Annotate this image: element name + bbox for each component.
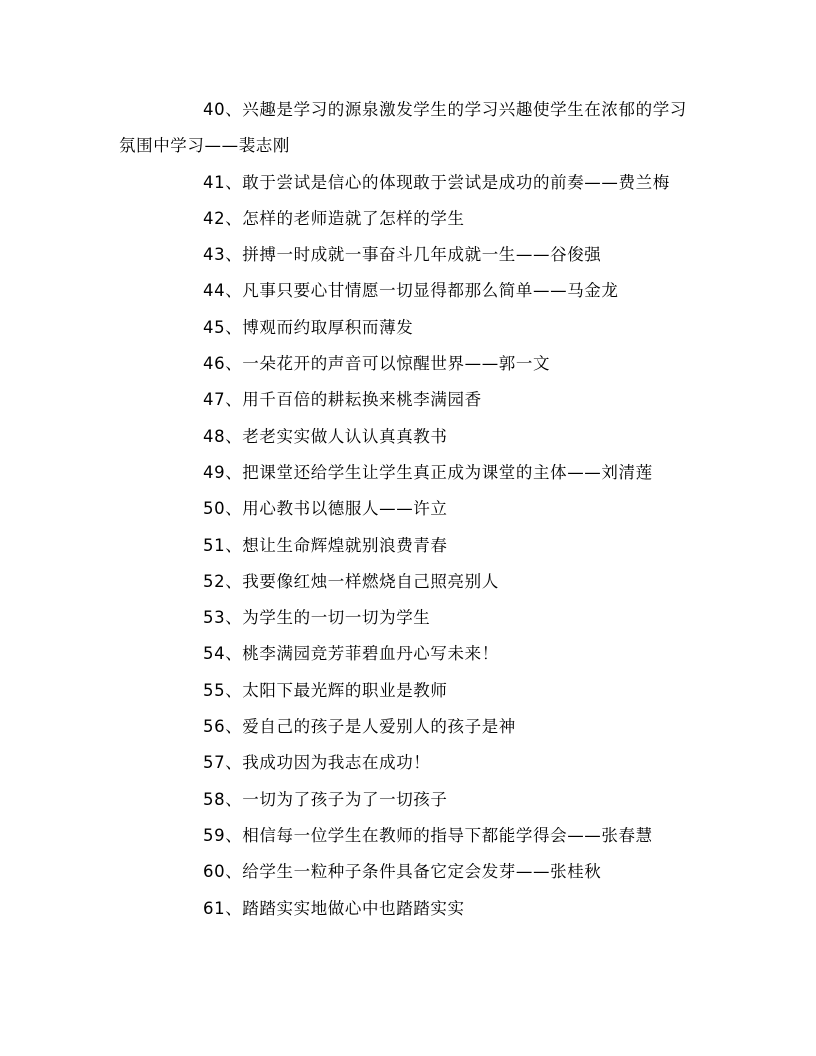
quote-item: 60、给学生一粒种子条件具备它定会发芽——张桂秋 (203, 862, 602, 882)
quote-item: 41、敢于尝试是信心的体现敢于尝试是成功的前奏——费兰梅 (203, 172, 670, 192)
quote-list (119, 92, 699, 927)
quote-item: 48、老老实实做人认认真真教书 (203, 426, 448, 446)
quote-item: 61、踏踏实实地做心中也踏踏实实 (203, 898, 465, 918)
quote-item: 55、太阳下最光辉的职业是教师 (203, 680, 448, 700)
quote-item: 49、把课堂还给学生让学生真正成为课堂的主体——刘清莲 (203, 462, 653, 482)
quote-item: 47、用千百倍的耕耘换来桃李满园香 (203, 390, 482, 410)
quote-item: 57、我成功因为我志在成功！ (203, 753, 431, 773)
quote-item: 40、兴趣是学习的源泉激发学生的学习兴趣使学生在浓郁的学习氛围中学习——裴志刚 (119, 100, 687, 156)
quote-item: 42、怎样的老师造就了怎样的学生 (203, 208, 465, 228)
quote-item: 52、我要像红烛一样燃烧自己照亮别人 (203, 571, 499, 591)
quote-item: 51、想让生命辉煌就别浪费青春 (203, 535, 448, 555)
quote-item: 58、一切为了孩子为了一切孩子 (203, 789, 448, 809)
quote-item: 59、相信每一位学生在教师的指导下都能学得会——张春慧 (203, 825, 653, 845)
quote-item: 53、为学生的一切一切为学生 (203, 608, 431, 628)
quote-item: 50、用心教书以德服人——许立 (203, 499, 448, 519)
quote-item: 56、爱自己的孩子是人爱别人的孩子是神 (203, 717, 516, 737)
quote-item: 46、一朵花开的声音可以惊醒世界——郭一文 (203, 354, 551, 374)
quote-item: 43、拼搏一时成就一事奋斗几年成就一生——谷俊强 (203, 245, 602, 265)
quote-item: 45、博观而约取厚积而薄发 (203, 317, 414, 337)
quote-item: 44、凡事只要心甘情愿一切显得都那么简单——马金龙 (203, 281, 619, 301)
quote-item: 54、桃李满园竞芳菲碧血丹心写未来！ (203, 644, 499, 664)
